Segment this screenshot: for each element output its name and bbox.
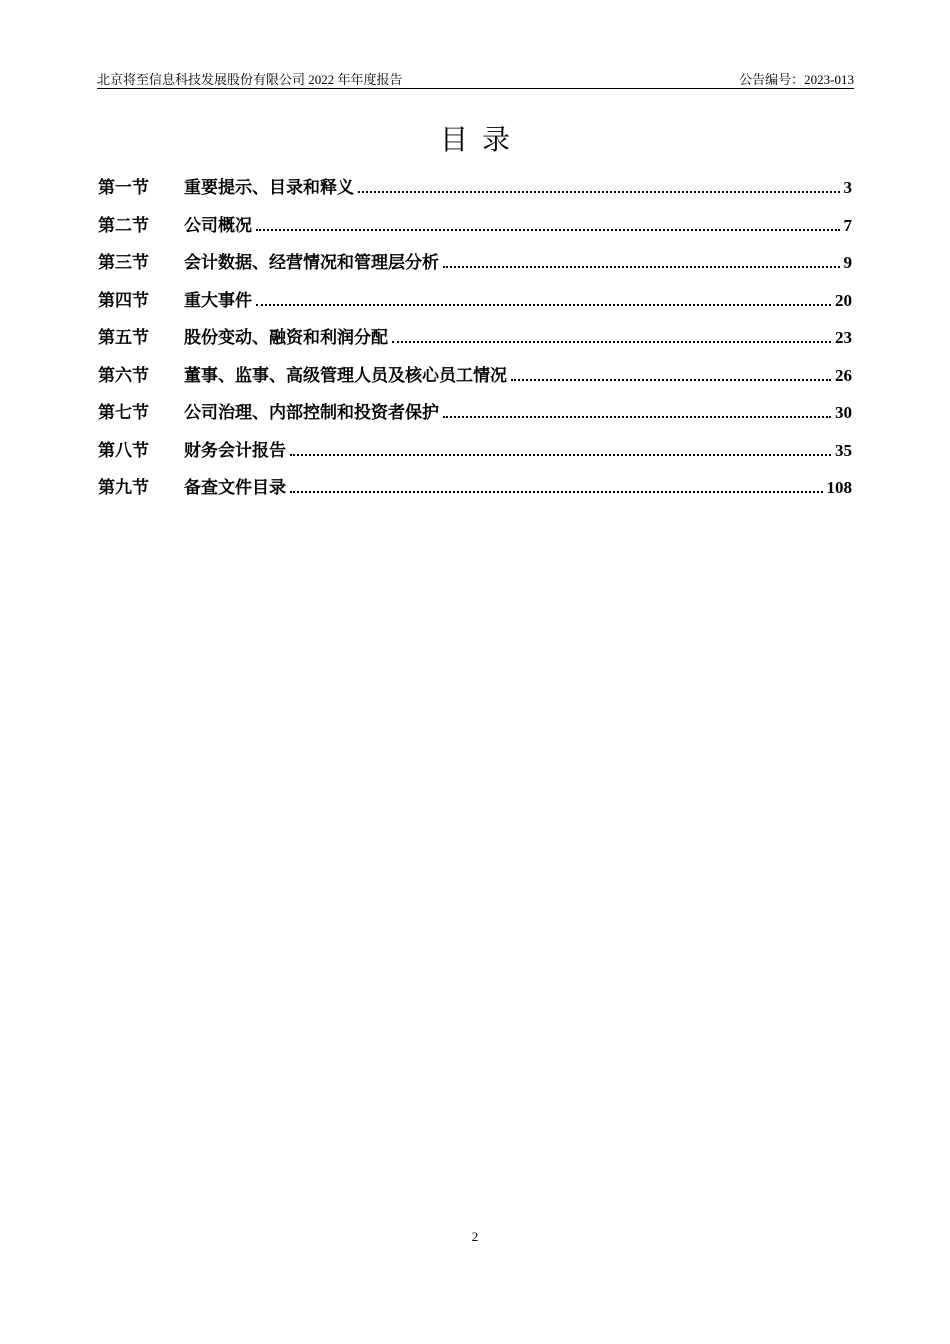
toc-entry[interactable] [98, 473, 852, 511]
toc-leader-dots [511, 379, 831, 381]
toc-section-number: 第二节 [98, 215, 149, 236]
table-of-contents [98, 173, 852, 511]
toc-leader-dots [443, 416, 831, 418]
header-company-report-title: 北京将至信息科技发展股份有限公司 2022 年年度报告 [97, 72, 403, 87]
toc-leader-dots [392, 341, 831, 343]
toc-entry[interactable] [98, 361, 852, 399]
toc-section-title: 会计数据、经营情况和管理层分析 [184, 253, 439, 273]
toc-leader-dots [290, 454, 831, 456]
toc-leader-dots [256, 304, 831, 306]
toc-page-number: 26 [835, 365, 852, 385]
toc-section-number: 第三节 [98, 253, 149, 273]
page-footer-number: 2 [471, 1229, 479, 1244]
toc-page-number: 20 [835, 290, 852, 310]
toc-section-number: 第一节 [98, 178, 149, 198]
toc-page-number: 7 [843, 215, 852, 235]
toc-heading: 目录 [439, 123, 524, 156]
toc-leader-dots [290, 491, 823, 493]
toc-leader-dots [443, 266, 840, 268]
toc-section-title: 公司概况 [184, 215, 252, 236]
toc-section-number: 第四节 [98, 290, 149, 311]
toc-section-title: 重要提示、目录和释义 [184, 178, 354, 198]
header-announcement-number: 公告编号：2023-013 [739, 72, 854, 87]
toc-leader-dots [358, 191, 840, 193]
toc-entry[interactable] [98, 323, 852, 361]
toc-entry[interactable] [98, 286, 852, 324]
toc-entry[interactable] [98, 436, 852, 474]
toc-page-number: 3 [843, 178, 852, 197]
toc-page-number: 35 [835, 440, 852, 460]
toc-page-number: 108 [826, 478, 852, 497]
toc-entry[interactable] [98, 398, 852, 436]
toc-section-title: 公司治理、内部控制和投资者保护 [184, 403, 439, 423]
toc-section-title: 财务会计报告 [184, 440, 286, 461]
toc-entry[interactable] [98, 173, 852, 211]
toc-section-title: 股份变动、融资和利润分配 [184, 328, 388, 348]
toc-entry[interactable] [98, 211, 852, 249]
toc-entry[interactable] [98, 248, 852, 286]
toc-section-title: 备查文件目录 [184, 478, 286, 498]
toc-section-number: 第八节 [98, 440, 149, 461]
toc-section-title: 董事、监事、高级管理人员及核心员工情况 [184, 365, 507, 386]
toc-section-number: 第五节 [98, 328, 149, 348]
toc-section-title: 重大事件 [184, 290, 252, 311]
toc-page-number: 9 [843, 253, 852, 272]
toc-page-number: 23 [835, 328, 852, 347]
toc-section-number: 第九节 [98, 478, 149, 498]
toc-section-number: 第七节 [98, 403, 149, 423]
toc-page-number: 30 [835, 403, 852, 422]
toc-leader-dots [256, 229, 840, 231]
page-header [97, 66, 854, 89]
toc-section-number: 第六节 [98, 365, 149, 386]
